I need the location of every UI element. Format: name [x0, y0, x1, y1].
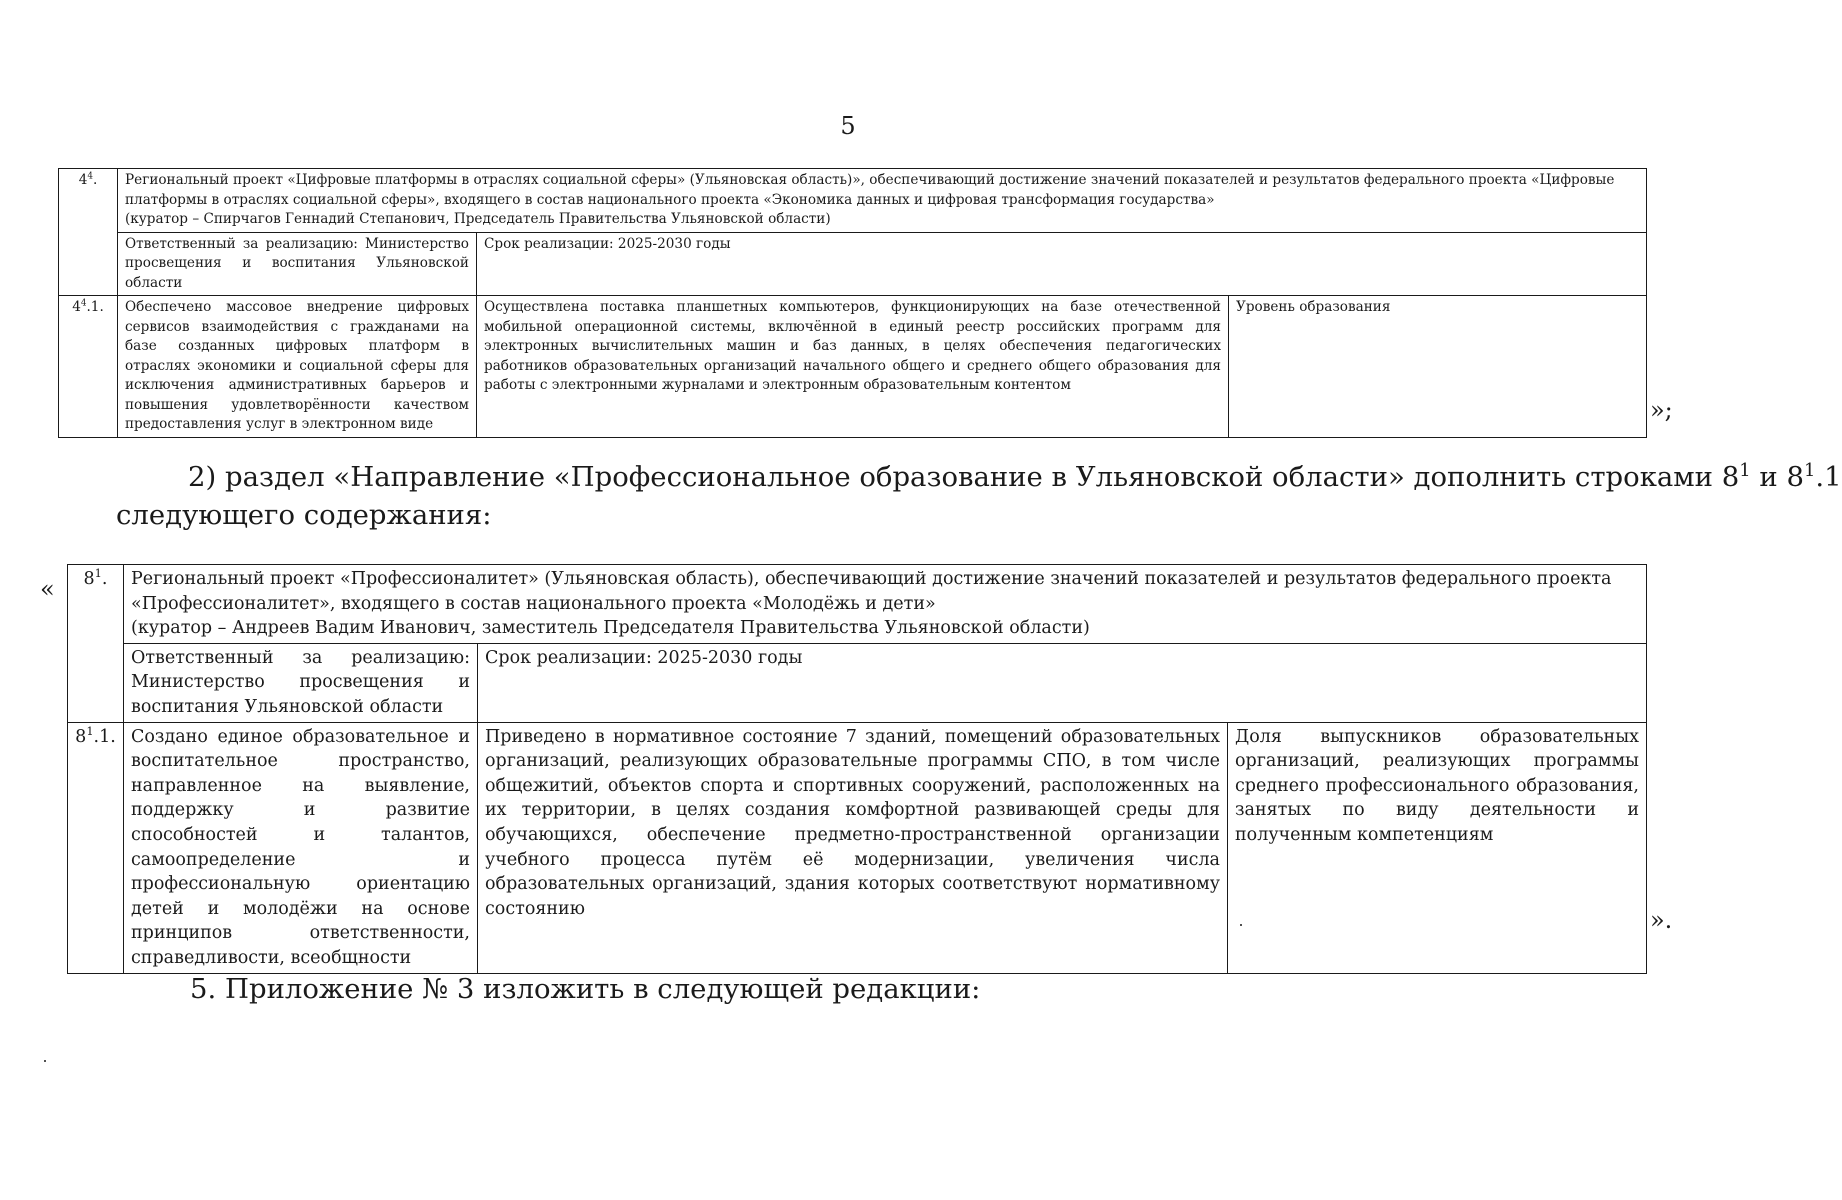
table-row — [59, 232, 1647, 296]
task-cell: Создано единое образовательное и воспитательное пространство, направленное на выявление, поддержку и развитие способностей и талантов, самоопределение и профессиональную ориентацию детей и молодёжи на основе принципов ответственности, справедливости, всеобщности — [124, 722, 478, 973]
project-title: Региональный проект «Профессионалитет» (Ульяновская область), обеспечивающий достижение значений показателей и результатов федерального проекта «Профессионалитет», входящего в состав национального проекта «Молодёжь и дети» — [131, 569, 1612, 614]
row-number: $4^4.1$. — [59, 296, 118, 438]
appendix-instruction: 5. Приложение № 3 изложить в следующей редакции: — [190, 973, 981, 1005]
project-header-cell — [118, 169, 1647, 233]
responsible-cell: Ответственный за реализацию: Министерство просвещения и воспитания Ульяновской области — [118, 232, 477, 296]
table-row — [68, 565, 1647, 644]
project-curator: (куратор – Спирчагов Геннадий Степанович, Председатель Правительства Ульяновской области) — [125, 211, 831, 227]
project-curator: (куратор – Андреев Вадим Иванович, заместитель Председателя Правительства Ульяновской области) — [131, 618, 1090, 639]
term-cell: Срок реализации: 2025-2030 годы — [478, 643, 1647, 722]
project-title: Региональный проект «Цифровые платформы в отраслях социальной сферы» (Ульяновская область)», обеспечивающий достижение значений показателей и результатов федерального проекта «Цифровые платформы в отраслях социальной сферы», входящего в состав национального проекта «Экономика данных и цифровая трансформация государства» — [125, 172, 1615, 208]
scan-speck — [1240, 924, 1242, 926]
table-row — [68, 643, 1647, 722]
term-cell: Срок реализации: 2025-2030 годы — [477, 232, 1647, 296]
project-table-professionalitet — [67, 564, 1647, 974]
indicator-cell: Уровень образования — [1229, 296, 1647, 438]
row-number: $8^1$. — [68, 565, 124, 723]
project-header-cell — [124, 565, 1647, 644]
opening-quote: « — [40, 575, 55, 603]
table-row — [59, 296, 1647, 438]
table-row — [68, 722, 1647, 973]
project-table-digital-platforms — [58, 168, 1647, 438]
task-cell: Обеспечено массовое внедрение цифровых сервисов взаимодействия с гражданами на базе созданных цифровых платформ в отраслях экономики и социальной сферы для исключения административных барьеров и повышения удовлетворённости качеством предоставления услуг в электронном виде — [118, 296, 477, 438]
result-cell: Приведено в нормативное состояние 7 зданий, помещений образовательных организаций, реализующих образовательные программы СПО, в том числе общежитий, объектов спорта и спортивных сооружений, расположенных на их территории, в целях создания комфортной развивающей среды для обучающихся, обеспечение предметно-пространственной организации учебного процесса путём её модернизации, увеличения числа образовательных организаций, здания которых соответствуют нормативному состоянию — [478, 722, 1228, 973]
closing-quote: ». — [1650, 906, 1673, 934]
result-cell: Осуществлена поставка планшетных компьютеров, функционирующих на базе отечественной мобильной операционной системы, включённой в единый реестр российских программ для электронных вычислительных машин и баз данных, в целях обеспечения педагогических работников образовательных организаций начального общего и среднего общего образования для работы с электронными журналами и электронным образовательным контентом — [477, 296, 1229, 438]
row-number: $8^1.1$. — [68, 722, 124, 973]
row-number: $4^4$. — [59, 169, 118, 296]
page-number: 5 — [840, 112, 856, 140]
scan-speck — [44, 1060, 46, 1062]
responsible-cell: Ответственный за реализацию: Министерство просвещения и воспитания Ульяновской области — [124, 643, 478, 722]
indicator-cell: Доля выпускников образовательных организаций, реализующих программы среднего профессионального образования, занятых по виду деятельности и полученным компетенциям — [1228, 722, 1647, 973]
section-intro-paragraph: 2) раздел «Направление «Профессиональное образование в Ульяновской области» дополнить строками $8^1$ и $8^1.1$ следующего содержания: — [116, 459, 1842, 531]
closing-quote: »; — [1650, 396, 1673, 424]
table-row — [59, 169, 1647, 233]
